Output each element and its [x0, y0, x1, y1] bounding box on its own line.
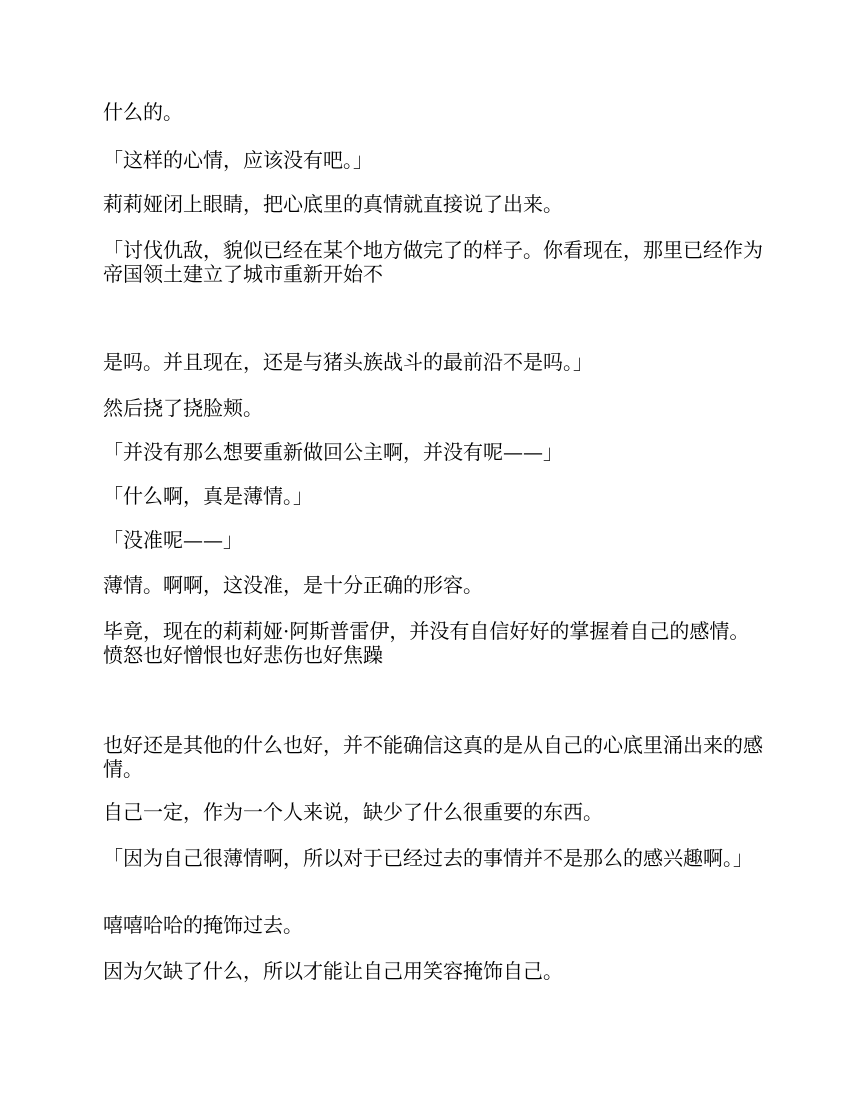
paragraph-10: 薄情。啊啊，这没准，是十分正确的形容。 [103, 573, 483, 597]
paragraph-8: 「什么啊，真是薄情。」 [103, 484, 313, 508]
paragraph-1: 什么的。 [103, 100, 183, 124]
paragraph-5: 是吗。并且现在，还是与猪头族战斗的最前沿不是吗。」 [103, 350, 593, 374]
paragraph-13: 自己一定，作为一个人来说，缺少了什么很重要的东西。 [103, 800, 603, 824]
paragraph-6: 然后挠了挠脸颊。 [103, 396, 263, 420]
paragraph-3: 莉莉娅闭上眼睛，把心底里的真情就直接说了出来。 [103, 192, 563, 216]
paragraph-15: 嘻嘻哈哈的掩饰过去。 [103, 913, 303, 937]
paragraph-7: 「并没有那么想要重新做回公主啊，并没有呢——」 [103, 440, 563, 464]
paragraph-4: 「讨伐仇敌，貌似已经在某个地方做完了的样子。你看现在，那里已经作为帝国领土建立了城市重新开始不 [103, 238, 763, 286]
paragraph-16: 因为欠缺了什么，所以才能让自己用笑容掩饰自己。 [103, 959, 563, 983]
paragraph-14: 「因为自己很薄情啊，所以对于已经过去的事情并不是那么的感兴趣啊。」 [103, 846, 753, 870]
paragraph-11: 毕竟，现在的莉莉娅·阿斯普雷伊，并没有自信好好的掌握着自己的感情。愤怒也好憎恨也好悲伤也好焦躁 [103, 619, 750, 667]
paragraph-2: 「这样的心情，应该没有吧。」 [103, 148, 373, 172]
paragraph-9: 「没准呢——」 [103, 528, 243, 552]
paragraph-12: 也好还是其他的什么也好，并不能确信这真的是从自己的心底里涌出来的感情。 [103, 733, 763, 781]
